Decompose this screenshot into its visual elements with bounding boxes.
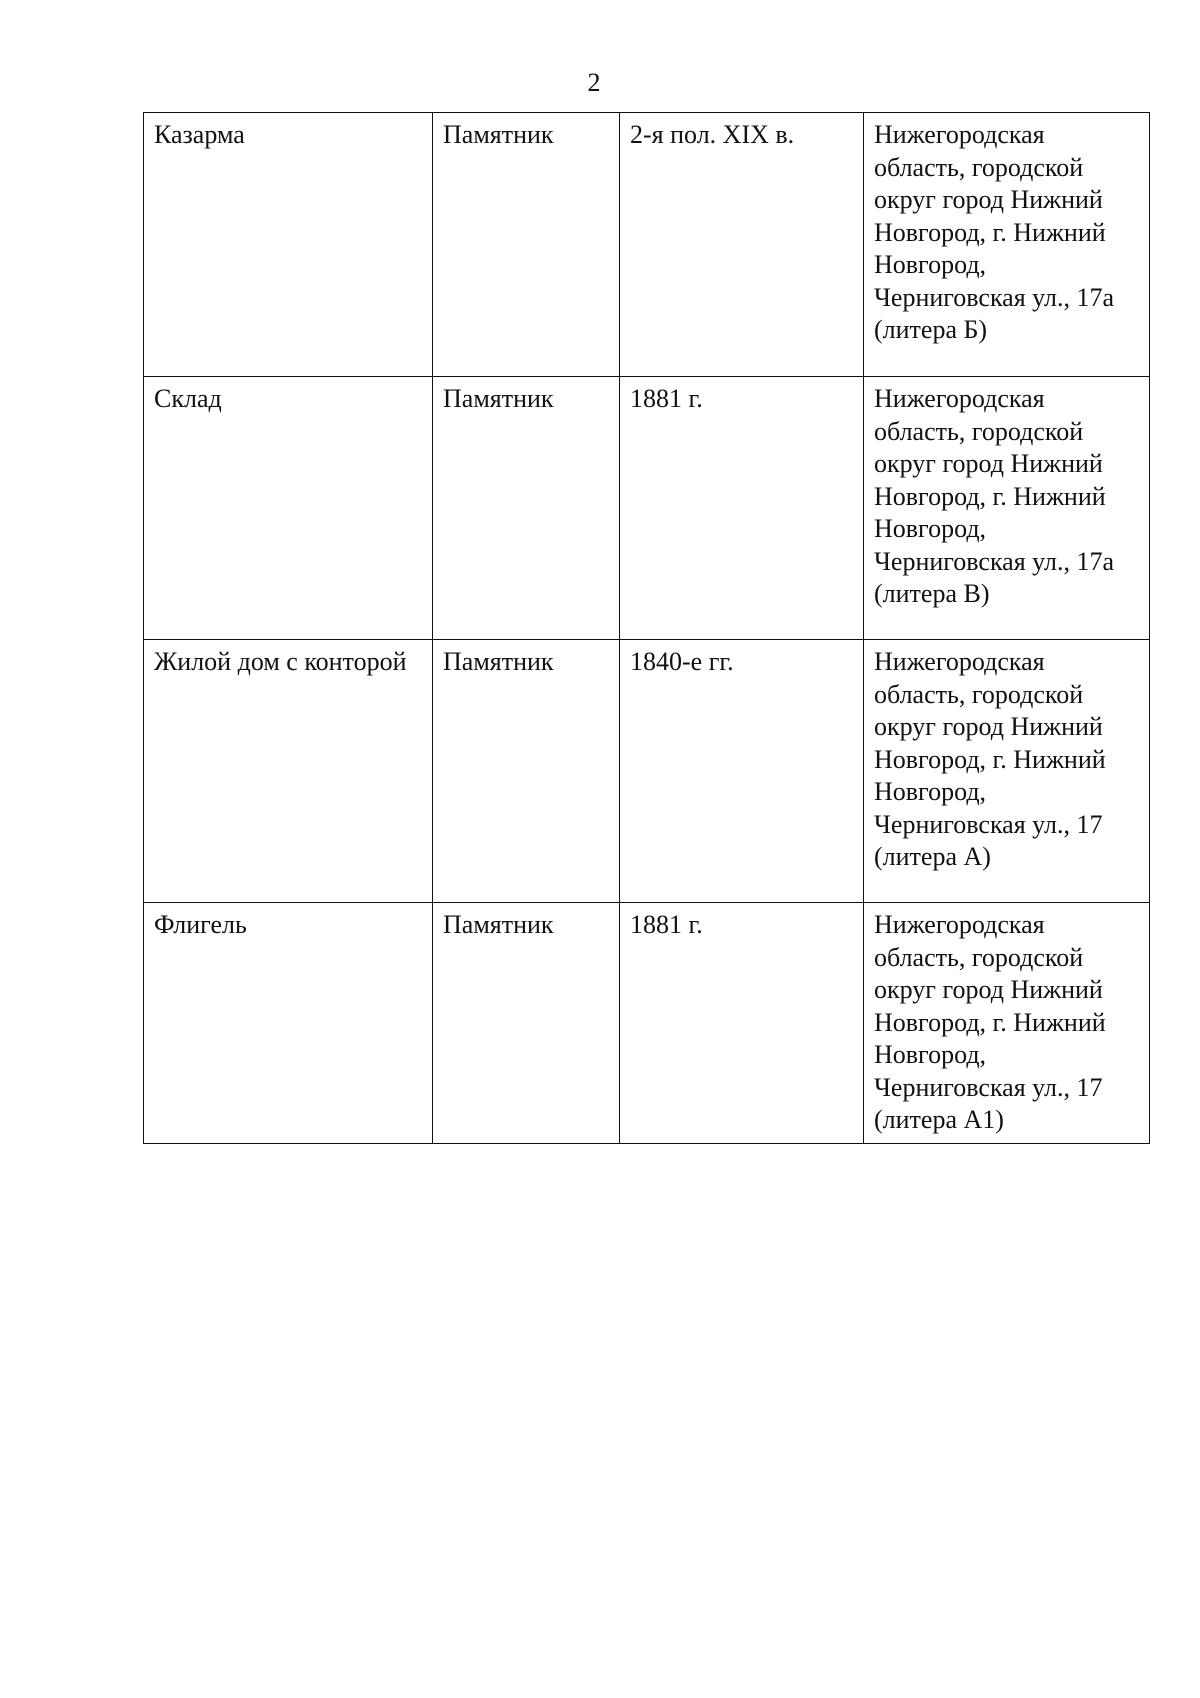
address-line: Нижегородская [874, 384, 1045, 413]
object-category-cell: Памятник [433, 113, 620, 377]
object-category-cell: Памятник [433, 903, 620, 1144]
object-address-cell [864, 903, 1150, 1144]
heritage-objects-table [143, 112, 1150, 1144]
address-line: Черниговская ул., 17 [874, 809, 1103, 839]
address-line: область, городской [874, 942, 1084, 972]
object-date-cell: 1881 г. [620, 903, 864, 1144]
address-line: Новгород, [874, 514, 987, 543]
table-row [144, 113, 1150, 377]
address-line: (литера В) [874, 579, 990, 608]
address-line: Нижегородская [874, 120, 1045, 149]
page-number: 2 [587, 68, 601, 97]
object-address-cell [864, 640, 1150, 903]
address-line: округ город Нижний [874, 449, 1103, 478]
address-line: округ город Нижний [874, 185, 1103, 214]
object-category-cell: Памятник [433, 640, 620, 903]
object-address-cell [864, 113, 1150, 377]
address-line: округ город Нижний [874, 975, 1103, 1004]
address-line: (литера А) [874, 842, 991, 871]
object-name-cell: Казарма [144, 113, 433, 377]
object-date-cell: 1840-е гг. [620, 640, 864, 903]
object-address-cell [864, 377, 1150, 640]
address-line: (литера А1) [874, 1105, 1004, 1134]
object-date-cell: 2-я пол. XIX в. [620, 113, 864, 377]
table-row [144, 903, 1150, 1144]
address-line: Новгород, г. Нижний [874, 481, 1106, 511]
address-line: Нижегородская [874, 910, 1045, 939]
address-line: округ город Нижний [874, 712, 1103, 741]
table-row [144, 640, 1150, 903]
address-line: Черниговская ул., 17а [874, 546, 1115, 576]
object-name-cell: Жилой дом с конторой [144, 640, 433, 903]
address-line: Новгород, г. Нижний [874, 1007, 1106, 1037]
address-line: (литера Б) [874, 315, 988, 344]
address-line: Черниговская ул., 17 [874, 1072, 1103, 1102]
address-line: Черниговская ул., 17а [874, 282, 1115, 312]
object-name-cell: Склад [144, 377, 433, 640]
address-line: область, городской [874, 679, 1084, 709]
address-line: Новгород, г. Нижний [874, 217, 1106, 247]
object-date-cell: 1881 г. [620, 377, 864, 640]
address-line: Новгород, [874, 250, 987, 279]
object-name-cell: Флигель [144, 903, 433, 1144]
address-line: Новгород, [874, 1040, 987, 1069]
address-line: область, городской [874, 152, 1084, 182]
address-line: область, городской [874, 416, 1084, 446]
address-line: Новгород, [874, 777, 987, 806]
address-line: Новгород, г. Нижний [874, 744, 1106, 774]
address-line: Нижегородская [874, 647, 1045, 676]
table-row [144, 377, 1150, 640]
object-category-cell: Памятник [433, 377, 620, 640]
